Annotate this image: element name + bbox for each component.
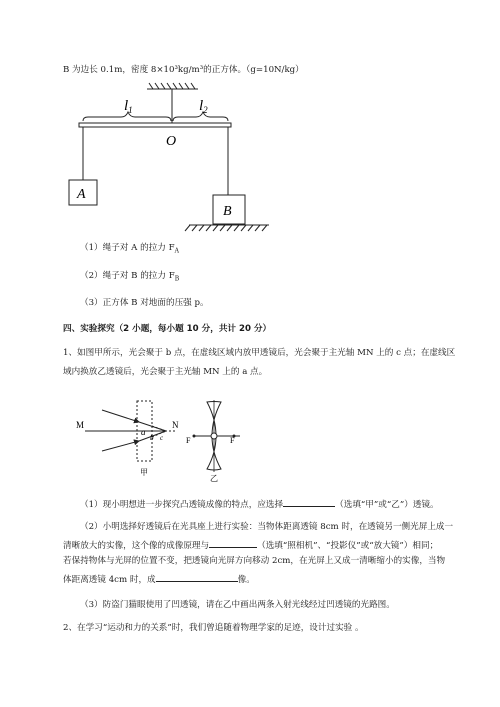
sub1: （1）现小明想进一步探究凸透镜成像的特点，应选择 （选填“甲”或“乙”）透镜。 bbox=[80, 497, 439, 511]
lever-figure bbox=[0, 80, 500, 260]
label-f-right: F bbox=[230, 436, 235, 445]
label-m: M bbox=[76, 420, 85, 430]
label-l1: $l_1$ bbox=[124, 98, 133, 115]
problem1-line1: 1、如图甲所示，光会聚于 b 点，在虚线区域内放甲透镜后，光会聚于主光轴 MN 上的 c 点；在虚线区 bbox=[63, 348, 456, 358]
answer-blank-2[interactable] bbox=[209, 538, 257, 548]
sub2-line3: 若保持物体与光屏的位置不变，把透镜向光屏方向移动 2cm，在光屏上又成一清晰缩小的实像，当物 bbox=[63, 556, 446, 566]
label-c-point: c bbox=[160, 434, 164, 442]
label-l2: $l_2$ bbox=[199, 98, 208, 115]
label-n: N bbox=[172, 420, 179, 430]
label-yi: 乙 bbox=[210, 474, 218, 483]
sub2-line1: （2）小明选择好透镜后在光具座上进行实验：当物体距离透镜 8cm 时，在透镜另一侧光屏上成一 bbox=[80, 522, 454, 532]
lever-bar bbox=[79, 123, 231, 127]
question-3: （3）正方体 B 对地面的压强 p。 bbox=[80, 298, 209, 308]
label-b: B bbox=[223, 204, 232, 219]
intro-line: B 为边长 0.1m，密度 8×10³kg/m³的正方体。（g=10N/kg） bbox=[63, 65, 304, 75]
ground bbox=[185, 225, 269, 231]
answer-blank-1[interactable] bbox=[283, 497, 335, 507]
label-a-point: a bbox=[141, 427, 146, 437]
sub2-line4: 体距离透镜 4cm 时，成 像。 bbox=[63, 572, 255, 586]
lens-figure bbox=[0, 395, 500, 485]
sub3: （3）防盗门猫眼使用了凹透镜，请在乙中画出两条入射光线经过凹透镜的光路图。 bbox=[80, 600, 395, 610]
label-jia: 甲 bbox=[140, 468, 148, 477]
problem1-line2: 域内换放乙透镜后，光会聚于主光轴 MN 上的 a 点。 bbox=[63, 367, 268, 377]
label-b-point: b bbox=[150, 434, 154, 442]
label-a: A bbox=[77, 187, 86, 202]
ceiling-support bbox=[147, 83, 198, 126]
problem2: 2、在学习“运动和力的关系”时，我们曾追随着物理学家的足迹，设计过实验 。 bbox=[63, 623, 364, 633]
question-1: （1）绳子对 A 的拉力 $F_A$ bbox=[80, 243, 179, 255]
question-2: （2）绳子对 B 的拉力 $F_B$ bbox=[80, 271, 180, 283]
figure-yi bbox=[186, 400, 240, 483]
sub2-line2: 清晰放大的实像，这个像的成像原理与 （选填“照相机”、“投影仪”或“放大镜”）相同； bbox=[63, 538, 438, 552]
label-o: O bbox=[166, 134, 177, 149]
section-title: 四、实验探究（2 小题，每小题 10 分，共计 20 分） bbox=[63, 324, 272, 334]
figure-jia bbox=[76, 401, 179, 477]
answer-blank-3[interactable] bbox=[156, 572, 238, 582]
label-f-left: F bbox=[186, 436, 191, 445]
